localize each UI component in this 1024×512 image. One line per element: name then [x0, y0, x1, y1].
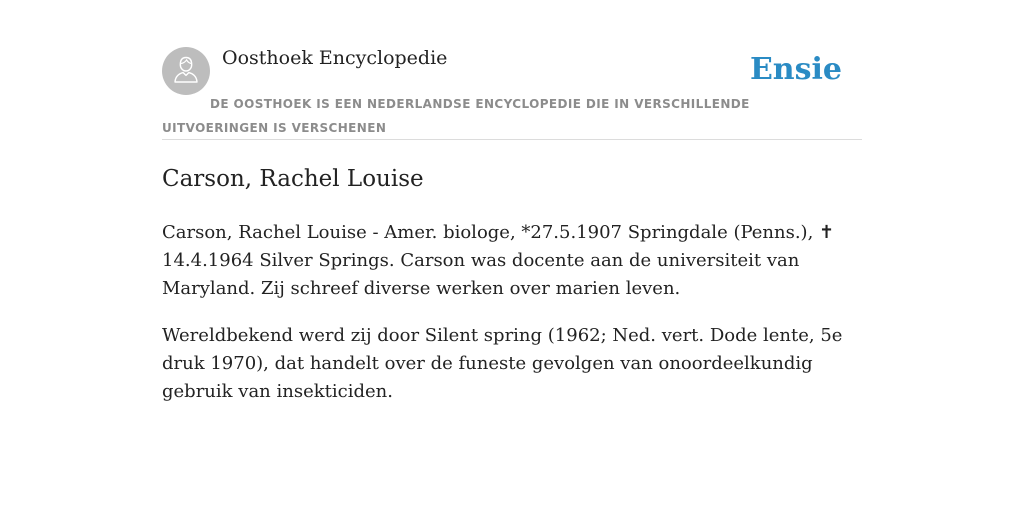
user-icon: [172, 54, 200, 89]
source-avatar[interactable]: [162, 47, 210, 95]
source-description: DE OOSTHOEK IS EEN NEDERLANDSE ENCYCLOPEDIE DIE IN VERSCHILLENDE UITVOERINGEN IS VERSCHENEN: [162, 97, 750, 135]
article-paragraph: Carson, Rachel Louise - Amer. biologe, *27.5.1907 Springdale (Penns.), ✝ 14.4.1964 Silver Springs. Carson was docente aan de universiteit van Maryland. Zij schreef diverse werken over marien leven.: [162, 222, 835, 299]
source-header: [162, 47, 862, 140]
article-paragraph: Wereldbekend werd zij door Silent spring (1962; Ned. vert. Dode lente, 5e druk 1970), dat handelt over de funeste gevolgen van onoordeelkundig gebruik van insekticiden.: [162, 325, 843, 402]
brand-logo[interactable]: Ensie: [749, 52, 842, 87]
article-title: Carson, Rachel Louise: [162, 166, 424, 192]
content-container: [162, 47, 862, 406]
source-title[interactable]: Oosthoek Encyclopedie: [222, 47, 448, 69]
